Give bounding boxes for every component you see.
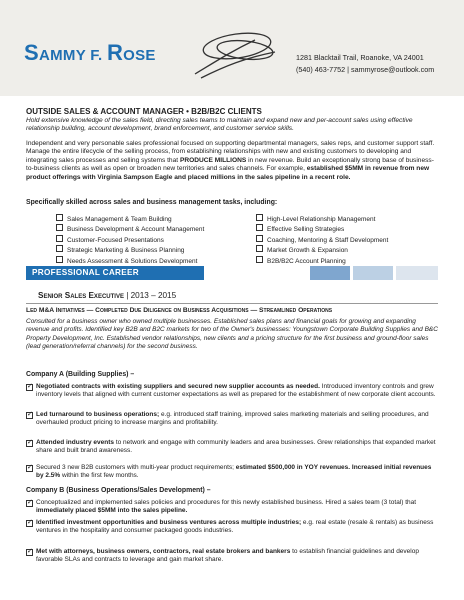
checkbox-icon [56,214,63,221]
skill-item: Needs Assessment & Solutions Development [56,256,232,266]
skill-item: Coaching, Mentoring & Staff Development [256,235,432,245]
summary-paragraph: Independent and very personable sales professional focused on supporting departmental managers, sales reps, and customer support staff. Manage the entire lifecycle of the selling process, from establishing relationships with new and existing customers to developing and integrating sales processes and selling systems that PRODUCE MILLIONS in new revenue. Build an exceptionally strong base of business-to-business clients as well as open or broaden new territories and sales channels. For example, established $5MM in revenue from new product offerings with Virginia Sampson Eagle and placed millions in the sales pipeline in a recent role. [26,140,435,181]
checkmark-icon [26,549,33,556]
skill-item: Sales Management & Team Building [56,214,232,224]
skill-item: High-Level Relationship Management [256,214,432,224]
checkmark-icon [26,440,33,447]
section-banner: PROFESSIONAL CAREER [26,266,204,280]
skill-item: Effective Selling Strategies [256,224,432,234]
swirl-logo-icon [185,22,285,82]
checkmark-icon [26,384,33,391]
header-band [0,0,464,96]
skill-item: B2B/B2C Account Planning [256,256,432,266]
checkbox-icon [56,235,63,242]
checkbox-icon [256,235,263,242]
tagline: Hold extensive knowledge of the sales field, directing sales teams to maintain and expand new and per-account sales using effective relationship building, account development, brand enforcement, and customer service skills. [26,117,413,133]
checkbox-icon [256,245,263,252]
job-subtitle: Led M&A Initiatives — Completed Due Diligence on Business Acquisitions — Streamlined Operations [26,307,333,314]
headline: OUTSIDE SALES & ACCOUNT MANAGER • B2B/B2C CLIENTS [26,107,262,116]
skill-item: Customer-Focused Presentations [56,235,232,245]
achievement-bullet: ✓ Negotiated contracts with existing suppliers and secured new supplier accounts as needed. Introduced inventory controls and grew inventory levels that aligned with current customer expectations as well as prepared for the establishment of new corporate client accounts. [26,383,438,400]
achievement-bullet: ✓ Attended industry events to network and engage with community leaders and area businesses. Grew relationships that expanded market share and built brand awareness. [26,439,438,456]
skill-item: Market Growth & Expansion [256,245,432,255]
company-a-label: Company A (Building Supplies) – [26,371,135,378]
phone-email: (540) 463-7752 | sammyrose@outlook.com [296,65,435,74]
checkbox-icon [56,256,63,263]
skills-left-column [56,214,232,266]
checkmark-icon [26,500,33,507]
checkbox-icon [56,245,63,252]
skills-intro: Specifically skilled across sales and business management tasks, including: [26,199,278,206]
checkmark-icon [26,412,33,419]
checkbox-icon [256,256,263,263]
candidate-name: SAMMY F. ROSE [24,40,156,65]
skills-list [56,214,436,266]
checkbox-icon [256,214,263,221]
achievement-bullet: ✓ Met with attorneys, business owners, contractors, real estate brokers and bankers to establish financial guidelines and develop favorable SLAs and contracts to leverage and gain market share. [26,548,438,565]
skills-right-column [256,214,432,266]
banner-block-3 [396,266,438,280]
achievement-bullet: ✓ Identified investment opportunities and business ventures across multiple industries; e.g. real estate (resale & rentals) as business ventures in the hospitality and consumer packaged goods industries. [26,519,438,536]
address: 1281 Blacktail Trail, Roanoke, VA 24001 [296,53,424,62]
banner-block-2 [353,266,393,280]
company-b-label: Company B (Business Operations/Sales Development) – [26,487,211,494]
checkbox-icon [56,224,63,231]
achievement-bullet: ✓ Secured 3 new B2B customers with multi-year product requirements; estimated $500,000 in YOY revenues. Increased initial revenues by 2.5% within the first few months. [26,464,438,481]
banner-block-1 [310,266,350,280]
checkmark-icon [26,465,33,472]
job-description: Consulted for a business owner who owned multiple businesses. Established sales plans and financial goals for growing and expanding revenue and profits. Identified key B2B and B2C markets for two of the Owner's businesses: Youngstown Corporate Building Supplies and B&C Property Development, Inc. Established vendor relationships, new clients and a pricing structure for the first business and ground-floor sales (lead generation/referral channels) for the second business. [26,318,438,350]
achievement-bullet: ✓ Conceptualized and implemented sales policies and procedures for this newly established business. Hired a sales team (3 total) that immediately placed $5MM into the sales pipeline. [26,499,438,516]
skill-item: Business Development & Account Management [56,224,232,234]
skill-item: Strategic Marketing & Business Planning [56,245,232,255]
contact-info [296,52,434,76]
checkbox-icon [256,224,263,231]
divider [26,303,438,304]
checkmark-icon [26,520,33,527]
job-title: Senior Sales Executive | 2013 – 2015 [38,291,177,300]
achievement-bullet: ✓ Led turnaround to business operations; e.g. introduced staff training, improved sales marketing materials and selling procedures, and overhauled product pricing to increase margins and profitability. [26,411,438,428]
